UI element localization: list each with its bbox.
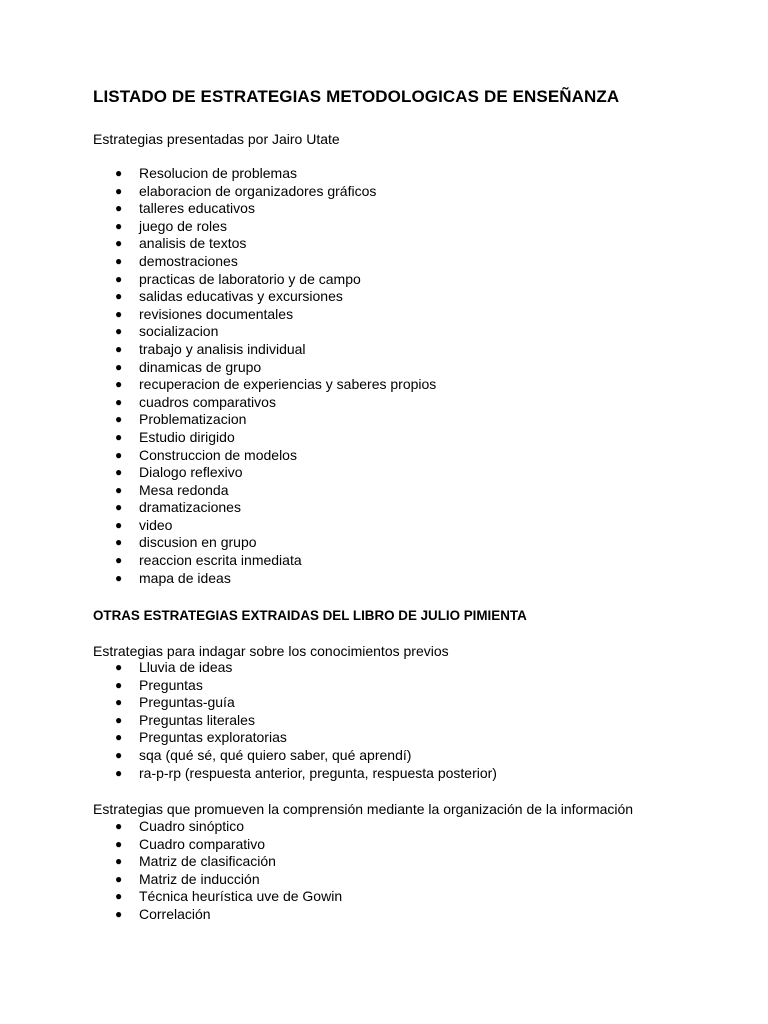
bullet-icon: ● <box>115 695 123 710</box>
bullet-icon: ● <box>115 854 123 869</box>
bullet-icon: ● <box>115 482 123 497</box>
list-item-text: Construccion de modelos <box>139 446 297 463</box>
list-item-text: salidas educativas y excursiones <box>139 288 343 305</box>
bullet-icon: ● <box>115 341 123 356</box>
list-item-text: mapa de ideas <box>139 569 231 586</box>
bullet-icon: ● <box>115 359 123 374</box>
prior-knowledge-intro: Estrategias para indagar sobre los conocimientos previos <box>93 643 449 659</box>
list-item-text: video <box>139 516 173 533</box>
bullet-icon: ● <box>115 429 123 444</box>
list-item-text: recuperacion de experiencias y saberes propios <box>139 376 437 393</box>
list-item-text: socializacion <box>139 323 219 340</box>
bullet-icon: ● <box>115 553 123 568</box>
bullet-icon: ● <box>115 201 123 216</box>
list-item-text: trabajo y analisis individual <box>139 340 306 357</box>
bullet-icon: ● <box>115 677 123 692</box>
list-item-text: talleres educativos <box>139 200 255 217</box>
list-item-text: revisiones documentales <box>139 305 294 322</box>
list-item-text: demostraciones <box>139 252 238 269</box>
bullet-icon: ● <box>115 465 123 480</box>
list-item-text: Problematizacion <box>139 411 247 428</box>
list-item-text: Cuadro comparativo <box>139 835 266 852</box>
comprehension-intro: Estrategias que promueven la comprensión mediante la organización de la información <box>93 801 634 817</box>
list-item-text: ra-p-rp (respuesta anterior, pregunta, respuesta posterior) <box>139 764 497 781</box>
list-item-text: analisis de textos <box>139 235 247 252</box>
list-item-text: Cuadro sinóptico <box>139 818 245 834</box>
list-item-text: Preguntas literales <box>139 711 255 728</box>
bullet-icon: ● <box>115 730 123 745</box>
list-item-text: Dialogo reflexivo <box>139 464 243 481</box>
list-item-text: discusion en grupo <box>139 534 257 551</box>
list-item-text: Mesa redonda <box>139 481 229 498</box>
bullet-icon: ● <box>115 819 123 833</box>
bullet-icon: ● <box>115 271 123 286</box>
list-item-text: cuadros comparativos <box>139 393 276 410</box>
section-heading-pimienta: OTRAS ESTRATEGIAS EXTRAIDAS DEL LIBRO DE JULIO PIMIENTA <box>93 608 527 623</box>
bullet-icon: ● <box>115 289 123 304</box>
bullet-icon: ● <box>115 570 123 585</box>
list-item-text: Preguntas-guía <box>139 694 235 711</box>
bullet-icon: ● <box>115 447 123 462</box>
bullet-icon: ● <box>115 765 123 780</box>
list-item-text: practicas de laboratorio y de campo <box>139 270 361 287</box>
list-item-text: juego de roles <box>139 217 227 234</box>
bullet-icon: ● <box>115 394 123 409</box>
bullet-icon: ● <box>115 889 123 904</box>
bullet-icon: ● <box>115 500 123 515</box>
bullet-icon: ● <box>115 660 123 674</box>
bullet-icon: ● <box>115 747 123 762</box>
list-item-text: reaccion escrita inmediata <box>139 552 302 569</box>
bullet-icon: ● <box>115 871 123 886</box>
list-item-text: elaboracion de organizadores gráficos <box>139 182 377 199</box>
bullet-icon: ● <box>115 166 123 180</box>
list-item-text: Matriz de inducción <box>139 870 260 887</box>
bullet-icon: ● <box>115 412 123 427</box>
list-item-text: dinamicas de grupo <box>139 358 262 375</box>
bullet-icon: ● <box>115 517 123 532</box>
list-item-text: Preguntas <box>139 676 203 693</box>
bullet-icon: ● <box>115 306 123 321</box>
list-item-text: Matriz de clasificación <box>139 853 276 870</box>
bullet-icon: ● <box>115 253 123 268</box>
list-item-text: Estudio dirigido <box>139 428 235 445</box>
bullet-icon: ● <box>115 183 123 198</box>
bullet-icon: ● <box>115 324 123 339</box>
list-item-text: Lluvia de ideas <box>139 659 233 675</box>
list-item-text: sqa (qué sé, qué quiero saber, qué aprendí) <box>139 746 412 763</box>
document-title: LISTADO DE ESTRATEGIAS METODOLOGICAS DE ENSEÑANZA <box>93 87 620 106</box>
bullet-icon: ● <box>115 535 123 550</box>
bullet-icon: ● <box>115 836 123 851</box>
bullet-icon: ● <box>115 218 123 233</box>
bullet-icon: ● <box>115 906 123 921</box>
list-item-text: dramatizaciones <box>139 499 241 516</box>
list-item-text: Técnica heurística uve de Gowin <box>139 888 343 905</box>
list-item-text: Resolucion de problemas <box>139 165 297 181</box>
bullet-icon: ● <box>115 377 123 392</box>
bullet-icon: ● <box>115 236 123 251</box>
document-subtitle: Estrategias presentadas por Jairo Utate <box>93 131 340 147</box>
list-item-text: Correlación <box>139 905 211 922</box>
bullet-icon: ● <box>115 712 123 727</box>
list-item-text: Preguntas exploratorias <box>139 729 287 746</box>
